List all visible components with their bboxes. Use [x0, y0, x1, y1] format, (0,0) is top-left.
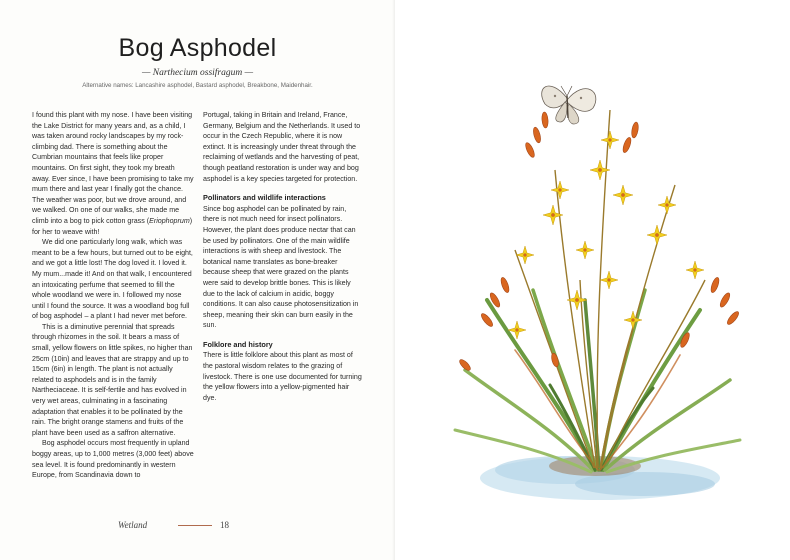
page-number: 18: [220, 520, 229, 530]
paragraph-text: ) for her to weave with!: [32, 216, 193, 236]
footer-section-label: Wetland: [118, 520, 148, 530]
page-title: Bog Asphodel: [118, 34, 277, 62]
flower: [647, 225, 667, 245]
flower: [576, 241, 594, 259]
text-column-2: [203, 110, 363, 403]
footer-rule: [178, 525, 212, 526]
alternative-names: Alternative names: Lancashire asphodel, Bastard asphodel, Breakbone, Maidenhair.: [82, 82, 313, 89]
flower: [601, 131, 619, 149]
orange-fruits: [458, 112, 741, 372]
paragraph-italic: Eriophoprum: [149, 216, 190, 225]
latin-dash-right: —: [242, 68, 254, 78]
butterfly-illustration: [542, 86, 596, 124]
section-heading: Folklore and history: [203, 339, 273, 349]
paragraph: [32, 110, 194, 237]
section-heading: Pollinators and wildlife interactions: [203, 193, 326, 203]
paragraph: There is little folklore about this plant as most of the pastoral wisdom relates to the grazing of livestock. There is one use documented for turning the yellow flowers into a yellow-pigmented hair dye.: [203, 351, 362, 402]
paragraph: This is a diminutive perennial that spreads through rhizomes in the soil. It bears a mass of small, yellow flowers on little spikes, no higher than 25cm (10in) and leaves that are strappy and up to 15cm (6in) in length. The plant is not actually related to asphodels and is in the family Nartheciaceae. It is self-fertile and has evolved in very wet areas, culminating in a fascinating adaptation that enables it to be pollinated by the rain. The bright orange stamens and fruits of the plant have been used as a saffron alternative.: [32, 322, 193, 437]
right-page: [395, 0, 790, 560]
paragraph-text: I found this plant with my nose. I have been visiting the Lake District for many years and, as a child, I was taken around rocky landscapes by my rock-climbing dad. There is something about the Cumbrian mountains that feels like proper mountains. On first sight, they took my breath away. Ever since, I have been promising to take my mum there and last year I finally got the chance. The weather was poor, but we drove around, and we walked. On one of our walks, she made me climb into a bog to pick cotton grass (: [32, 111, 194, 225]
paragraph: We did one particularly long walk, which was meant to be a few hours, but turned out to be eight, and we got a little lost! The dog loved it. I loved it. My mum...made it! And on that walk, I encountered an intoxicating perfume that seemed to fill the whole woodland we were in. I followed my nose until I found the source. It was a woodland bog full of bog asphodel – a plant I had never met before.: [32, 238, 193, 321]
flower: [551, 181, 569, 199]
plant-illustration: [395, 0, 790, 560]
latin-name-text: Narthecium ossifragum: [152, 68, 243, 78]
latin-name: [0, 68, 395, 78]
paragraph: Portugal, taking in Britain and Ireland, France, Germany, Belgium and the Netherlands. It used to occur in the Czech Republic, where it is now extinct. It is increasingly under threat through the reclaiming of wetlands and the harvesting of peat, though peatland restoration is under way and bog asphodel is a key species targeted for protection.: [203, 111, 361, 183]
flower: [658, 196, 676, 214]
latin-dash-left: —: [141, 68, 153, 78]
paragraph: Bog asphodel occurs most frequently in upland boggy areas, up to 1,000 metres (3,000 feet) above sea level. It is found predominantly in western Europe, from Scandinavia down to: [32, 439, 194, 480]
paragraph: Since bog asphodel can be pollinated by rain, there is not much need for insect pollinators. However, the plant does produce nectar that can be used by pollinators. One of the main wildlife interactions is with sheep and livestock. The botanical name translates as bone-breaker because sheep that were grazed on the plants were said to develop brittle bones. This is likely due to the lack of calcium in acidic, boggy conditions. It can also cause photosensitization in sheep, meaning their skin can burn easily in the sun.: [203, 204, 359, 330]
text-column-1: [32, 110, 194, 481]
flower: [686, 261, 704, 279]
flower: [600, 271, 618, 289]
flower: [613, 185, 633, 205]
